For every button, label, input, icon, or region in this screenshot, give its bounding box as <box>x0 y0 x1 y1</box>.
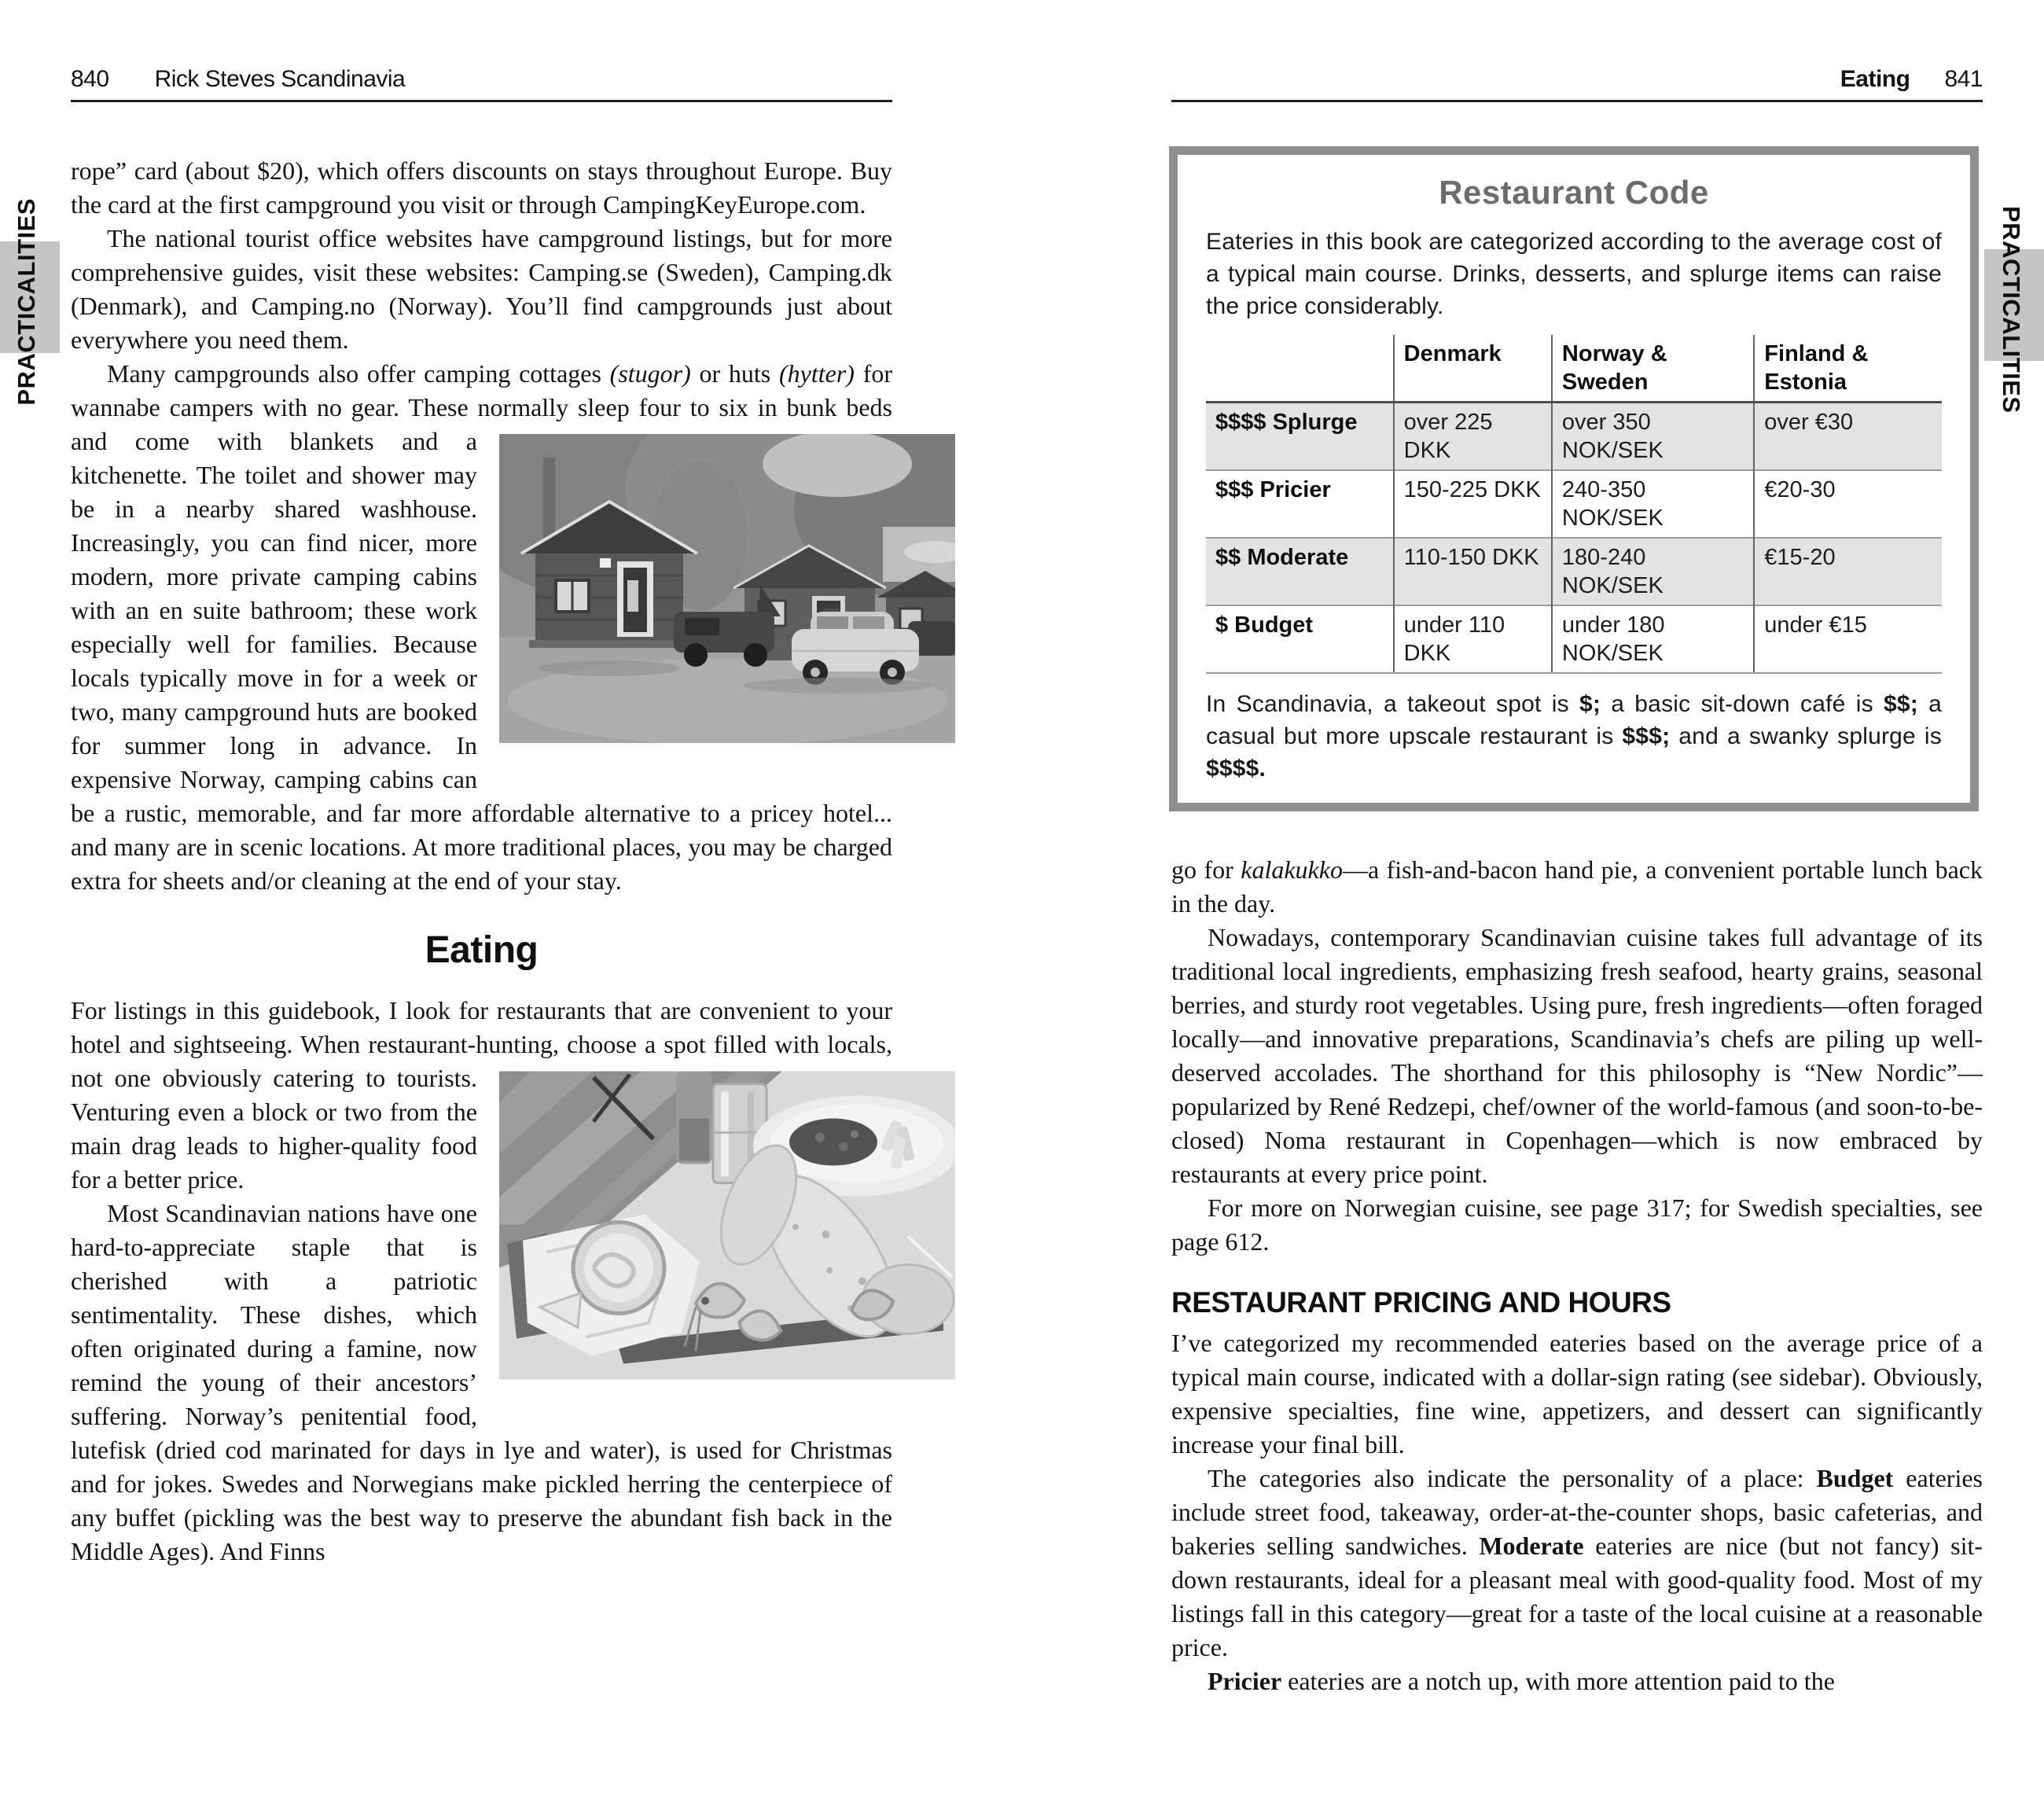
cell-norway-sweden: over 350 NOK/SEK <box>1552 403 1754 471</box>
sidebar-footer: In Scandinavia, a takeout spot is $; a basic sit-down café is $$; a casual but more upscale restaurant is $$$; and a swanky splurge is $$$$. <box>1206 691 1942 782</box>
paragraph-camping-cottages-rest: sleep four to six in bunk beds and come with blankets and a kitchenette. The toilet and shower may be in a nearby shared washhouse. Increasingly, you can find nicer, more modern, more private camping cabins with an en suite bathroom; these work especially well for families. Because locals typically move in for a week or two, many campground huts are booked for summer long in advance. In expensive Norway, camping cabins can be a rustic, memorable, and far more affordable alternative to a pricey hotel... and many are in scenic locations. At more traditional places, you may be charged extra for sheets and/or cleaning at the end of your stay. <box>71 393 893 895</box>
paragraph-kalakukko: go for kalakukko—a fish-and-bacon hand pie, a convenient portable lunch back in the day. <box>1171 855 1983 918</box>
paragraph-tourist-offices: The national tourist office websites have campground listings, but for more comprehensive guides, visit these websites: Camping.se (Sweden), Camping.dk (Denmark), and Camping.no (Norway). You’ll find campgrounds just about everywhere you need them. <box>71 224 892 354</box>
cell-denmark: under 110 DKK <box>1394 605 1552 673</box>
row-label: $$$ Pricier <box>1206 470 1394 538</box>
table-row-budget <box>1206 605 1942 673</box>
left-header-rule <box>71 100 892 102</box>
paragraph-restaurant-listings <box>71 994 892 1197</box>
cell-norway-sweden: 240-350 NOK/SEK <box>1552 470 1754 538</box>
left-tab-label: PRACTICALITIES <box>13 198 40 406</box>
cell-finland-estonia: over €30 <box>1754 403 1942 471</box>
table-header-row <box>1206 335 1942 403</box>
paragraph-national-staples: Most Scandinavian nations have one hard-to-appreciate staple that is cherished with a patriotic sentimentality. These dishes, which often originated during a famine, now remind the young of their ancestors’ suffering. Norway’s penitential food, lutefisk (dried cod marinated for days in lye and water), is used for Christmas and for jokes. Swedes and Norwegians make pickled herring the centerpiece of any buffet (pickling was the best way to preserve the abundant fish back in the Middle Ages). And Finns <box>71 1199 892 1565</box>
table-corner-cell <box>1206 335 1394 403</box>
camping-cabins-photo <box>499 434 955 743</box>
price-code-table <box>1206 335 1942 674</box>
paragraph-restaurant-listings-rest: choose a spot filled with locals, not one obviously catering to tourists. Venturing even a block or two from the main drag leads to higher-quality food for a better price. <box>71 1030 892 1194</box>
cell-norway-sweden: under 180 NOK/SEK <box>1552 605 1754 673</box>
table-row-pricier <box>1206 470 1942 538</box>
left-page-body <box>71 154 892 1569</box>
paragraph-restaurant-listings-lead: For listings in this guidebook, I look for restaurants that are convenient to your hotel and sightseeing. When restaurant-hunting, <box>71 996 892 1058</box>
paragraph-pricing-intro: I’ve categorized my recommended eateries based on the average price of a typical main course, indicated with a dollar-sign rating (see sidebar). Obviously, expensive specialties, fine wine, appetizers, and dessert can significantly increase your final bill. <box>1171 1329 1983 1458</box>
right-header-rule <box>1171 100 1983 102</box>
seafood-platter-image <box>499 1071 955 1380</box>
right-page-number: 841 <box>1944 66 1983 92</box>
restaurant-pricing-heading: RESTAURANT PRICING AND HOURS <box>1171 1286 1671 1319</box>
cell-finland-estonia: under €15 <box>1754 605 1942 673</box>
left-running-title: Rick Steves Scandinavia <box>154 66 406 92</box>
cell-denmark: over 225 DKK <box>1394 403 1552 471</box>
cell-finland-estonia: €15-20 <box>1754 538 1942 605</box>
eating-section-heading: Eating <box>425 929 539 971</box>
paragraph-pricier: Pricier eateries are a notch up, with more attention paid to the <box>1208 1667 1835 1695</box>
seafood-platter-photo <box>499 1071 955 1380</box>
right-running-head <box>1171 66 1983 93</box>
right-running-title: Eating <box>1840 66 1910 92</box>
row-label: $$ Moderate <box>1206 538 1394 605</box>
paragraph-camping-cottages <box>71 357 892 898</box>
left-page-number: 840 <box>71 66 109 92</box>
table-row-moderate <box>1206 538 1942 605</box>
left-running-head <box>71 66 405 93</box>
right-page-body <box>1171 853 1983 1698</box>
sidebar-title: Restaurant Code <box>1439 174 1709 211</box>
table-row-splurge <box>1206 403 1942 471</box>
paragraph-categories: The categories also indicate the personality of a place: Budget eateries include street food, takeaway, order-at-the-counter shops, basic cafeterias, and bakeries selling sandwiches. Moderate eateries are nice (but not fancy) sit-down restaurants, ideal for a pleasant meal with good-quality food. Most of my listings fall in this category—great for a taste of the local cuisine at a reasonable price. <box>1171 1464 1983 1661</box>
column-header-norway-sweden: Norway & Sweden <box>1552 335 1754 403</box>
cell-denmark: 150-225 DKK <box>1394 470 1552 538</box>
column-header-finland-estonia: Finland & Estonia <box>1754 335 1942 403</box>
column-header-denmark: Denmark <box>1394 335 1552 403</box>
paragraph-cuisine-references: For more on Norwegian cuisine, see page 317; for Swedish specialties, see page 612. <box>1171 1194 1983 1256</box>
row-label: $ Budget <box>1206 605 1394 673</box>
sidebar-intro: Eateries in this book are categorized according to the average cost of a typical main course. Drinks, desserts, and splurge items can raise the price considerably. <box>1206 229 1942 319</box>
paragraph-camping-card: rope” card (about $20), which offers discounts on stays throughout Europe. Buy the card at the first campground you visit or through CampingKeyEurope.com. <box>71 156 892 219</box>
row-label: $$$$ Splurge <box>1215 410 1358 435</box>
paragraph-camping-cottages-lead: Many campgrounds also offer camping cottages (stugor) or huts (hytter) for wannabe campers with no gear. These normally <box>71 359 893 421</box>
cell-finland-estonia: €20-30 <box>1754 470 1942 538</box>
camping-cabins-image <box>499 434 955 743</box>
paragraph-new-nordic: Nowadays, contemporary Scandinavian cuisine takes full advantage of its traditional local ingredients, emphasizing fresh seafood, hearty grains, seasonal berries, and sturdy root vegetables. Using pure, fresh ingredients—often foraged locally—and innovative preparations, Scandinavia’s chefs are piling up well-deserved accolades. The shorthand for this philosophy is “New Nordic”—popularized by René Redzepi, chef/owner of the world-famous (and soon-to-be-closed) Noma restaurant in Copenhagen—which is now embraced by restaurants at every price point. <box>1171 923 1983 1188</box>
restaurant-code-sidebar <box>1169 146 1979 811</box>
cell-norway-sweden: 180-240 NOK/SEK <box>1552 538 1754 605</box>
cell-denmark: 110-150 DKK <box>1394 538 1552 605</box>
right-tab-label: PRACTICALITIES <box>1998 206 2025 414</box>
